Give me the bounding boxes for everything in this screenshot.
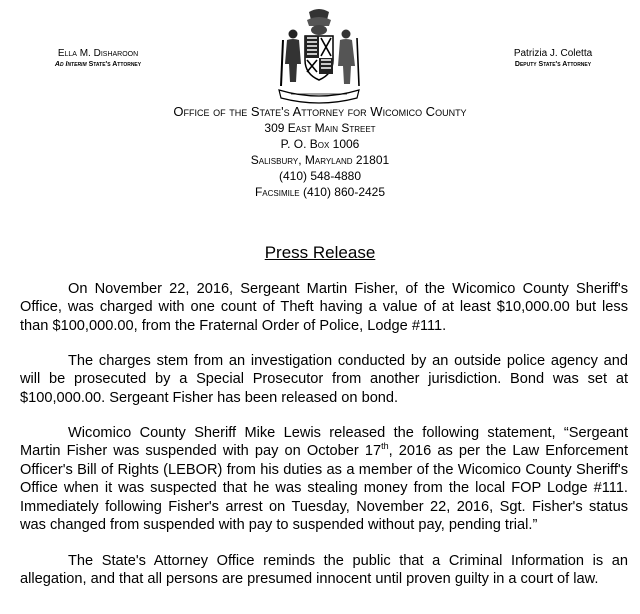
- paragraph-1: On November 22, 2016, Sergeant Martin Fisher, of the Wicomico County Sheriff's Office, was charged with one count of Theft having a value of at least $10,000.00 but less than $100,000.00, from the Fraternal Order of Police, Lodge #111.: [20, 281, 628, 334]
- office-po-box: P. O. Box 1006: [280, 137, 360, 151]
- office-address-block: [0, 104, 640, 200]
- office-phone: (410) 548-4880: [278, 169, 362, 183]
- office-title: Office of the State's Attorney for Wicomico County: [173, 104, 467, 119]
- deputy-attorney-name: Patrizia J. Coletta: [513, 48, 593, 59]
- states-attorney-name: Ella M. Disharoon: [57, 48, 139, 59]
- deputy-attorney-title: Deputy State's Attorney: [514, 61, 592, 68]
- paragraph-3: Wicomico County Sheriff Mike Lewis released the following statement, “Sergeant Martin Fisher was suspended with pay on October 17th, 2016 as per the Law Enforcement Officer's Bill of Rights (LEBOR) from his duties as a member of the Wicomico County Sheriff's Office when it was suspected that he was stealing money from the local FOP Lodge #111. Immediately following Fisher's arrest on Tuesday, November 22, 2016, Sgt. Fisher's status was changed from suspended with pay to suspended without pay, pending trial.”: [20, 425, 629, 534]
- right-header-block: [478, 48, 628, 69]
- office-city: Salisbury, Maryland 21801: [250, 153, 390, 167]
- left-header-block: [18, 48, 178, 69]
- office-street: 309 East Main Street: [264, 121, 376, 135]
- office-fax: Facsimile (410) 860-2425: [254, 185, 386, 199]
- press-release-title: Press Release: [264, 243, 376, 262]
- maryland-seal-icon: [271, 8, 367, 104]
- paragraph-2: The charges stem from an investigation conducted by an outside police agency and will be prosecuted by a Special Prosecutor from another jurisdiction. Bond was set at $100,000.00. Sergeant Fisher has been released on bond.: [20, 353, 628, 406]
- states-attorney-title: Ad Interim State's Attorney: [54, 61, 142, 68]
- paragraph-4: The State's Attorney Office reminds the public that a Criminal Information is an allegation, and that all persons are presumed innocent until proven guilty in a court of law.: [20, 553, 628, 588]
